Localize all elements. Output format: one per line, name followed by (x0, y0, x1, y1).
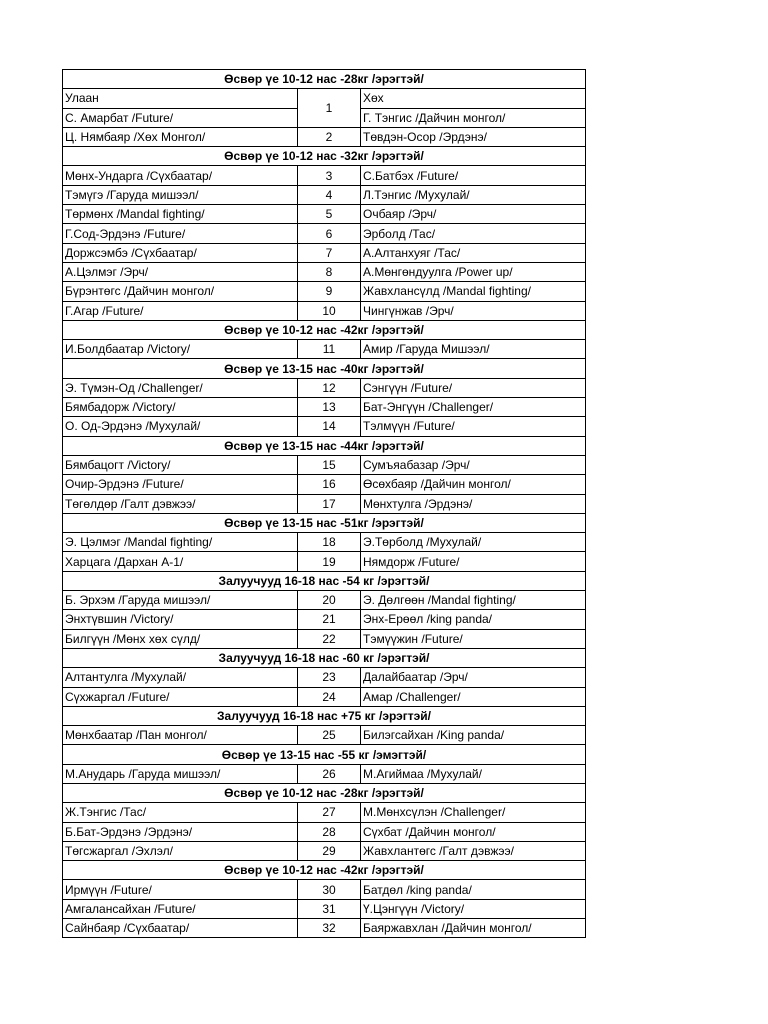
match-row (63, 880, 586, 899)
red-corner-fighter: А.Цэлмэг /Эрч/ (63, 262, 298, 281)
red-corner-fighter: Сүхжаргал /Future/ (63, 687, 298, 706)
match-number: 26 (298, 764, 361, 783)
red-corner-fighter: М.Анударь /Гаруда мишээл/ (63, 764, 298, 783)
category-header: Өсвөр үе 13-15 нас -55 кг /эмэгтэй/ (63, 745, 586, 764)
red-corner-fighter: Алтантулга /Мухулай/ (63, 668, 298, 687)
red-corner-fighter: Төгсжаргал /Эхлэл/ (63, 841, 298, 860)
match-row (63, 841, 586, 860)
red-corner-fighter: Доржсэмбэ /Сүхбаатар/ (63, 243, 298, 262)
match-row (63, 262, 586, 281)
red-corner-fighter: Бямбацогт /Victory/ (63, 455, 298, 474)
blue-corner-fighter: А.Мөнгөндуулга /Power up/ (361, 262, 586, 281)
category-header-row (63, 436, 586, 455)
category-header-row (63, 359, 586, 378)
match-row (63, 726, 586, 745)
match-number: 25 (298, 726, 361, 745)
blue-corner-fighter: М.Агиймаа /Мухулай/ (361, 764, 586, 783)
match-number: 15 (298, 455, 361, 474)
match-row (63, 899, 586, 918)
match-row (63, 166, 586, 185)
match-number: 9 (298, 282, 361, 301)
match-number: 19 (298, 552, 361, 571)
match-row (63, 494, 586, 513)
match-row (63, 378, 586, 397)
bracket-table (62, 69, 586, 938)
category-header: Өсвөр үе 13-15 нас -44кг /эрэгтэй/ (63, 436, 586, 455)
blue-corner-fighter: Очбаяр /Эрч/ (361, 205, 586, 224)
match-row (63, 455, 586, 474)
match-row (63, 417, 586, 436)
match-number: 10 (298, 301, 361, 320)
red-corner-fighter: Билгүүн /Мөнх хөх сүлд/ (63, 629, 298, 648)
blue-corner-fighter: Жавхлантөгс /Галт дэвжээ/ (361, 841, 586, 860)
blue-corner-fighter: Батдөл /king panda/ (361, 880, 586, 899)
match-number: 14 (298, 417, 361, 436)
match-number: 11 (298, 340, 361, 359)
red-corner-fighter: Очир-Эрдэнэ /Future/ (63, 475, 298, 494)
category-header-row (63, 513, 586, 532)
match-number: 20 (298, 591, 361, 610)
match-row (63, 552, 586, 571)
match-number: 28 (298, 822, 361, 841)
blue-corner-fighter: А.Алтанхуяг /Тас/ (361, 243, 586, 262)
red-corner-label: Улаан (63, 89, 298, 108)
match-number: 21 (298, 610, 361, 629)
blue-corner-fighter: Баяржавхлан /Дайчин монгол/ (361, 919, 586, 938)
match-number: 18 (298, 533, 361, 552)
red-corner-fighter: Э. Цэлмэг /Mandal fighting/ (63, 533, 298, 552)
red-corner-fighter: Бүрэнтөгс /Дайчин монгол/ (63, 282, 298, 301)
match-row (63, 282, 586, 301)
match-row (63, 533, 586, 552)
category-header-row (63, 706, 586, 725)
match-row (63, 340, 586, 359)
match-number: 31 (298, 899, 361, 918)
category-header: Өсвөр үе 10-12 нас -28кг /эрэгтэй/ (63, 70, 586, 89)
red-corner-fighter: Мөнхбаатар /Пан монгол/ (63, 726, 298, 745)
match-row (63, 224, 586, 243)
blue-corner-fighter: Л.Тэнгис /Мухулай/ (361, 185, 586, 204)
match-row (63, 629, 586, 648)
match-row (63, 803, 586, 822)
match-number: 13 (298, 398, 361, 417)
category-header-row (63, 320, 586, 339)
blue-corner-fighter: Тэмүүжин /Future/ (361, 629, 586, 648)
red-corner-fighter: Э. Түмэн-Од /Challenger/ (63, 378, 298, 397)
match-number: 22 (298, 629, 361, 648)
red-corner-fighter: Төрмөнх /Mandal fighting/ (63, 205, 298, 224)
match-number: 2 (298, 127, 361, 146)
match-number: 27 (298, 803, 361, 822)
category-header-row (63, 648, 586, 667)
blue-corner-fighter: М.Мөнхсүлэн /Challenger/ (361, 803, 586, 822)
match-row (63, 822, 586, 841)
match-row (63, 127, 586, 146)
category-header: Өсвөр үе 10-12 нас -32кг /эрэгтэй/ (63, 147, 586, 166)
match-number: 8 (298, 262, 361, 281)
corner-colors-row (63, 89, 586, 108)
blue-corner-fighter: Билэгсайхан /King panda/ (361, 726, 586, 745)
blue-corner-fighter: Жавхлансүлд /Mandal fighting/ (361, 282, 586, 301)
category-header-row (63, 745, 586, 764)
blue-corner-fighter: Г. Тэнгис /Дайчин монгол/ (361, 108, 586, 127)
red-corner-fighter: Мөнх-Ундарга /Сүхбаатар/ (63, 166, 298, 185)
category-header-row (63, 861, 586, 880)
category-header: Өсвөр үе 13-15 нас -40кг /эрэгтэй/ (63, 359, 586, 378)
match-row (63, 610, 586, 629)
blue-corner-fighter: Амар /Challenger/ (361, 687, 586, 706)
match-number: 30 (298, 880, 361, 899)
match-number: 6 (298, 224, 361, 243)
category-header-row (63, 147, 586, 166)
category-header: Залуучууд 16-18 нас -54 кг /эрэгтэй/ (63, 571, 586, 590)
match-row (63, 205, 586, 224)
match-number: 16 (298, 475, 361, 494)
blue-corner-fighter: Сумъяабазар /Эрч/ (361, 455, 586, 474)
match-number: 12 (298, 378, 361, 397)
match-number: 4 (298, 185, 361, 204)
red-corner-fighter: С. Амарбат /Future/ (63, 108, 298, 127)
match-number: 17 (298, 494, 361, 513)
blue-corner-fighter: Сэнгүүн /Future/ (361, 378, 586, 397)
category-header-row (63, 70, 586, 89)
category-header: Өсвөр үе 13-15 нас -51кг /эрэгтэй/ (63, 513, 586, 532)
category-header: Өсвөр үе 10-12 нас -42кг /эрэгтэй/ (63, 320, 586, 339)
blue-corner-fighter: Өсөхбаяр /Дайчин монгол/ (361, 475, 586, 494)
match-number: 23 (298, 668, 361, 687)
blue-corner-fighter: Эрболд /Тас/ (361, 224, 586, 243)
category-header-row (63, 783, 586, 802)
match-number: 7 (298, 243, 361, 262)
red-corner-fighter: Ц. Нямбаяр /Хөх Монгол/ (63, 127, 298, 146)
blue-corner-fighter: С.Батбэх /Future/ (361, 166, 586, 185)
red-corner-fighter: Г.Агар /Future/ (63, 301, 298, 320)
red-corner-fighter: Энхтүвшин /Victory/ (63, 610, 298, 629)
blue-corner-fighter: Амир /Гаруда Мишээл/ (361, 340, 586, 359)
blue-corner-fighter: Сүхбат /Дайчин монгол/ (361, 822, 586, 841)
blue-corner-fighter: Э.Төрболд /Мухулай/ (361, 533, 586, 552)
match-row (63, 668, 586, 687)
match-number: 3 (298, 166, 361, 185)
blue-corner-fighter: Далайбаатар /Эрч/ (361, 668, 586, 687)
red-corner-fighter: Б. Эрхэм /Гаруда мишээл/ (63, 591, 298, 610)
match-row (63, 185, 586, 204)
blue-corner-fighter: Ү.Цэнгүүн /Victory/ (361, 899, 586, 918)
match-row (63, 764, 586, 783)
match-number: 32 (298, 919, 361, 938)
red-corner-fighter: О. Од-Эрдэнэ /Мухулай/ (63, 417, 298, 436)
red-corner-fighter: Бямбадорж /Victory/ (63, 398, 298, 417)
blue-corner-fighter: Чингүнжав /Эрч/ (361, 301, 586, 320)
match-row (63, 591, 586, 610)
red-corner-fighter: Б.Бат-Эрдэнэ /Эрдэнэ/ (63, 822, 298, 841)
match-number: 29 (298, 841, 361, 860)
blue-corner-fighter: Мөнхтулга /Эрдэнэ/ (361, 494, 586, 513)
match-row (63, 687, 586, 706)
category-header: Залуучууд 16-18 нас -60 кг /эрэгтэй/ (63, 648, 586, 667)
blue-corner-fighter: Бат-Энгүүн /Challenger/ (361, 398, 586, 417)
red-corner-fighter: Ж.Тэнгис /Тас/ (63, 803, 298, 822)
category-header-row (63, 571, 586, 590)
red-corner-fighter: Сайнбаяр /Сүхбаатар/ (63, 919, 298, 938)
match-row (63, 919, 586, 938)
match-row (63, 398, 586, 417)
category-header: Өсвөр үе 10-12 нас -42кг /эрэгтэй/ (63, 861, 586, 880)
blue-corner-fighter: Э. Дөлгөөн /Mandal fighting/ (361, 591, 586, 610)
blue-corner-fighter: Энх-Ерөөл /king panda/ (361, 610, 586, 629)
blue-corner-label: Хөх (361, 89, 586, 108)
blue-corner-fighter: Нямдорж /Future/ (361, 552, 586, 571)
match-number: 24 (298, 687, 361, 706)
red-corner-fighter: Харцага /Дархан А-1/ (63, 552, 298, 571)
blue-corner-fighter: Тэлмүүн /Future/ (361, 417, 586, 436)
match-row (63, 475, 586, 494)
match-row (63, 243, 586, 262)
red-corner-fighter: И.Болдбаатар /Victory/ (63, 340, 298, 359)
bracket-body (63, 70, 586, 938)
red-corner-fighter: Г.Сод-Эрдэнэ /Future/ (63, 224, 298, 243)
blue-corner-fighter: Төвдэн-Осор /Эрдэнэ/ (361, 127, 586, 146)
category-header: Залуучууд 16-18 нас +75 кг /эрэгтэй/ (63, 706, 586, 725)
match-row (63, 301, 586, 320)
red-corner-fighter: Төгөлдөр /Галт дэвжээ/ (63, 494, 298, 513)
match-number: 5 (298, 205, 361, 224)
match-number: 1 (298, 89, 361, 128)
red-corner-fighter: Амгалансайхан /Future/ (63, 899, 298, 918)
red-corner-fighter: Ирмүүн /Future/ (63, 880, 298, 899)
red-corner-fighter: Тэмүгэ /Гаруда мишээл/ (63, 185, 298, 204)
category-header: Өсвөр үе 10-12 нас -28кг /эрэгтэй/ (63, 783, 586, 802)
